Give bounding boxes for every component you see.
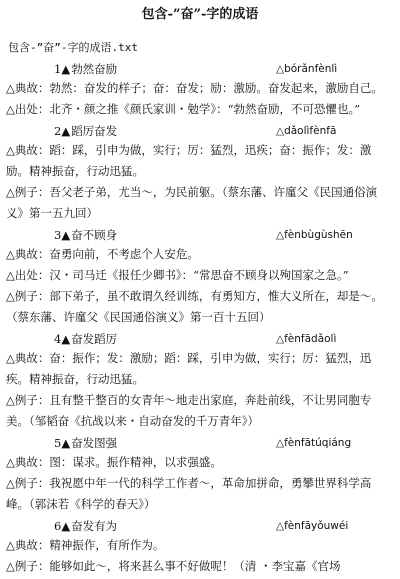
idiom-number: 2 <box>54 124 62 138</box>
idiom-pinyin: △fènfādǎolì <box>276 333 337 345</box>
idiom-list <box>4 60 396 579</box>
idiom-entry <box>4 122 396 224</box>
idiom-name: 勃然奋励 <box>71 62 118 76</box>
idiom-detail-line: △例子：吾父老子弟，尤当～，为民前躯。（蔡东藩、许廑父《民国通俗演义》第一五九回） <box>6 185 378 220</box>
idiom-number: 4 <box>54 332 62 346</box>
idiom-entry <box>4 434 396 515</box>
idiom-name: 奋发有为 <box>71 519 118 533</box>
idiom-pinyin: △fènfātúqiáng <box>276 437 352 449</box>
idiom-heading <box>4 60 396 78</box>
idiom-number-and-name <box>54 226 117 244</box>
triangle-bullet-icon: ▲ <box>61 124 71 138</box>
idiom-entry <box>4 517 396 577</box>
idiom-number: 3 <box>54 228 62 242</box>
triangle-bullet-icon: ▲ <box>61 228 71 242</box>
idiom-entry <box>4 330 396 432</box>
idiom-number-and-name <box>54 434 117 452</box>
idiom-name: 奋不顾身 <box>71 228 118 242</box>
idiom-detail-line: △出处：汉・司马迁《报任少卿书》：“常思奋不顾身以殉国家之急。” <box>6 268 349 282</box>
triangle-bullet-icon: ▲ <box>61 436 71 450</box>
idiom-heading <box>4 517 396 535</box>
idiom-detail-line: △出处：北齐・颜之推《颜氏家训・勉学》：“勃然奋励，不可恐懼也。” <box>6 102 361 116</box>
idiom-name: 奋发蹈厉 <box>71 332 118 346</box>
triangle-bullet-icon: ▲ <box>61 519 71 533</box>
idiom-detail-line: △例子：我祝愿中年一代的科学工作者～，革命加拼命，勇攀世界科学高峰。（郭沫若《科学的春天》） <box>6 476 372 511</box>
idiom-number: 5 <box>54 436 62 450</box>
idiom-number-and-name <box>54 60 117 78</box>
document-subtitle: 包含-”奋”-字的成语.txt <box>8 41 138 54</box>
idiom-number-and-name <box>54 330 117 348</box>
idiom-pinyin: △bórǎnfènlì <box>276 63 338 75</box>
idiom-entry <box>4 226 396 328</box>
idiom-entry <box>4 60 396 120</box>
idiom-number-and-name <box>54 517 117 535</box>
idiom-detail-line: △典故：精神振作，有所作为。 <box>6 538 165 552</box>
idiom-heading <box>4 330 396 348</box>
idiom-detail-line: △例子：能够如此～，将来甚么事不好做呢！（清 ・李宝嘉《官场 <box>6 559 341 573</box>
idiom-number: 6 <box>54 519 62 533</box>
idiom-heading <box>4 434 396 452</box>
idiom-detail-line: △典故：奋：振作；发：激励；蹈：踩，引申为做，实行；厉：猛烈，迅疾。精神振奋，行动迅猛。 <box>6 351 372 386</box>
idiom-name: 奋发图强 <box>71 436 118 450</box>
triangle-bullet-icon: ▲ <box>61 62 71 76</box>
idiom-detail-line: △典故：图：谋求。振作精神，以求强盛。 <box>6 455 222 469</box>
idiom-name: 蹈厉奋发 <box>71 124 118 138</box>
idiom-detail-line: △典故：奋勇向前，不考虑个人安危。 <box>6 247 199 261</box>
idiom-detail-line: △典故：蹈：踩，引申为做，实行；厉：猛烈，迅疾；奋：振作；发：激励。精神振奋，行动迅猛。 <box>6 143 372 178</box>
idiom-detail-line: △例子：部下弟子，虽不敢谓久经训练，有勇知方，惟大义所在，却是～。（蔡东藩、许廑父《民国通俗演义》第一百十五回） <box>6 289 383 324</box>
idiom-number-and-name <box>54 122 117 140</box>
idiom-detail-line: △典故：勃然：奋发的样子；奋：奋发；励：激励。奋发起来，激励自己。 <box>6 81 383 95</box>
idiom-heading <box>4 122 396 140</box>
idiom-number: 1 <box>54 62 62 76</box>
idiom-pinyin: △fènbùgùshēn <box>276 229 353 241</box>
triangle-bullet-icon: ▲ <box>61 332 71 346</box>
document-title: 包含-”奋”-字的成语 <box>141 7 259 22</box>
idiom-detail-line: △例子：且有整千整百的女青年～地走出家庭，奔赴前线，不让男同胞专美。（邹韬奋《抗战以来・自动奋发的千万青年》） <box>6 393 372 428</box>
idiom-pinyin: △dǎolìfènfā <box>276 125 337 137</box>
idiom-pinyin: △fènfāyǒuwéi <box>276 520 349 532</box>
idiom-heading <box>4 226 396 244</box>
